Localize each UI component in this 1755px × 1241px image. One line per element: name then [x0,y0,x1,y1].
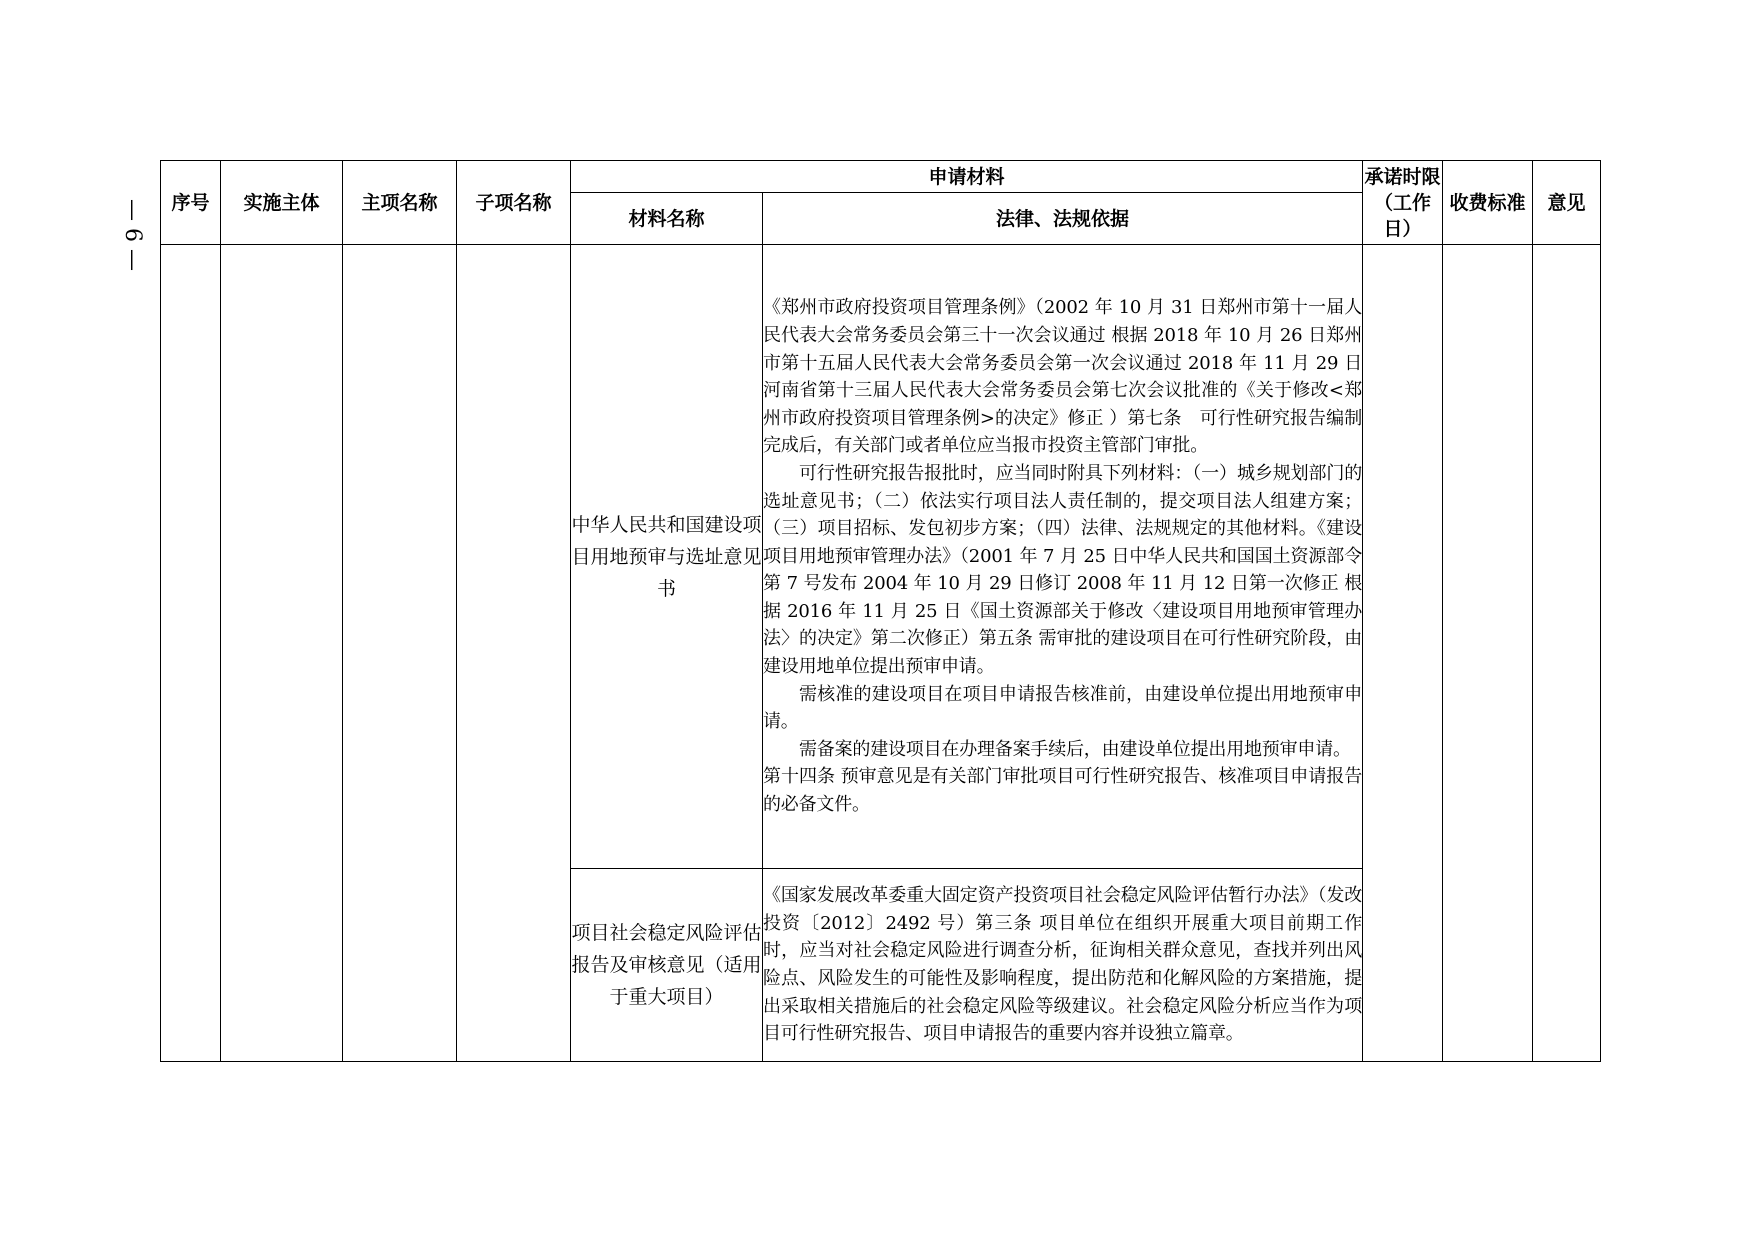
page-number: — 6 — [120,199,146,271]
header-sub-item: 子项名称 [457,161,571,245]
cell-time-limit [1363,245,1443,1062]
cell-fee [1443,245,1533,1062]
header-materials: 申请材料 [571,161,1363,193]
cell-material-name: 项目社会稳定风险评估报告及审核意见（适用于重大项目） [571,869,763,1062]
header-row-top [161,161,1601,193]
cell-legal-basis [763,245,1363,869]
cell-sub-item [457,245,571,1062]
cell-seq [161,245,221,1062]
basis-paragraph: 第十四条 预审意见是有关部门审批项目可行性研究报告、核准项目申请报告的必备文件。 [763,766,1363,816]
basis-paragraph: 《郑州市政府投资项目管理条例》（2002 年 10 月 31 日郑州市第十一届人民代表大会常务委员会第三十一次会议通过 根据 2018 年 10 月 26 日郑州市第十五届人民代表大会常务委员会第一次会议通过 2018 年 11 月 29 日河南省第十三届人民代表大会常务委员会第七次会议批准的《关于修改<郑州市政府投资项目管理条例>的决定》修正 ）第七条 可行性研究报告编制完成后，有关部门或者单位应当报市投资主管部门审批。 [763,297,1363,457]
cell-opinion [1533,245,1601,1062]
header-main-item: 主项名称 [343,161,457,245]
cell-main-item [343,245,457,1062]
header-seq: 序号 [161,161,221,245]
cell-subject [221,245,343,1062]
header-subject: 实施主体 [221,161,343,245]
header-legal-basis: 法律、法规依据 [763,193,1363,245]
table-row [161,245,1601,869]
header-material-name: 材料名称 [571,193,763,245]
cell-material-name: 中华人民共和国建设项目用地预审与选址意见书 [571,245,763,869]
header-opinion: 意见 [1533,161,1601,245]
basis-paragraph: 《国家发展改革委重大固定资产投资项目社会稳定风险评估暂行办法》（发改投资〔2012〕2492 号）第三条 项目单位在组织开展重大项目前期工作时，应当对社会稳定风险进行调查分析，征询相关群众意见，查找并列出风险点、风险发生的可能性及影响程度，提出防范和化解风险的方案措施，提出采取相关措施后的社会稳定风险等级建议。社会稳定风险分析应当作为项目可行性研究报告、项目申请报告的重要内容并设独立篇章。 [763,885,1363,1045]
header-fee: 收费标准 [1443,161,1533,245]
header-time-limit: 承诺时限（工作日） [1363,161,1443,245]
basis-paragraph: 需核准的建设项目在项目申请报告核准前，由建设单位提出用地预审申请。 [763,683,1363,733]
materials-table [160,160,1601,1062]
cell-legal-basis [763,869,1363,1062]
basis-paragraph: 可行性研究报告报批时，应当同时附具下列材料：（一）城乡规划部门的选址意见书；（二）依法实行项目法人责任制的，提交项目法人组建方案；（三）项目招标、发包初步方案；（四）法律、法规规定的其他材料。《建设项目用地预审管理办法》（2001 年 7 月 25 日中华人民共和国国土资源部令第 7 号发布 2004 年 10 月 29 日修订 2008 年 11 月 12 日第一次修正 根据 2016 年 11 月 25 日《国土资源部关于修改〈建设项目用地预审管理办法〉的决定》第二次修正）第五条 需审批的建设项目在可行性研究阶段，由建设用地单位提出预审申请。 [763,462,1363,678]
basis-paragraph: 需备案的建设项目在办理备案手续后，由建设单位提出用地预审申请。 [799,738,1351,760]
